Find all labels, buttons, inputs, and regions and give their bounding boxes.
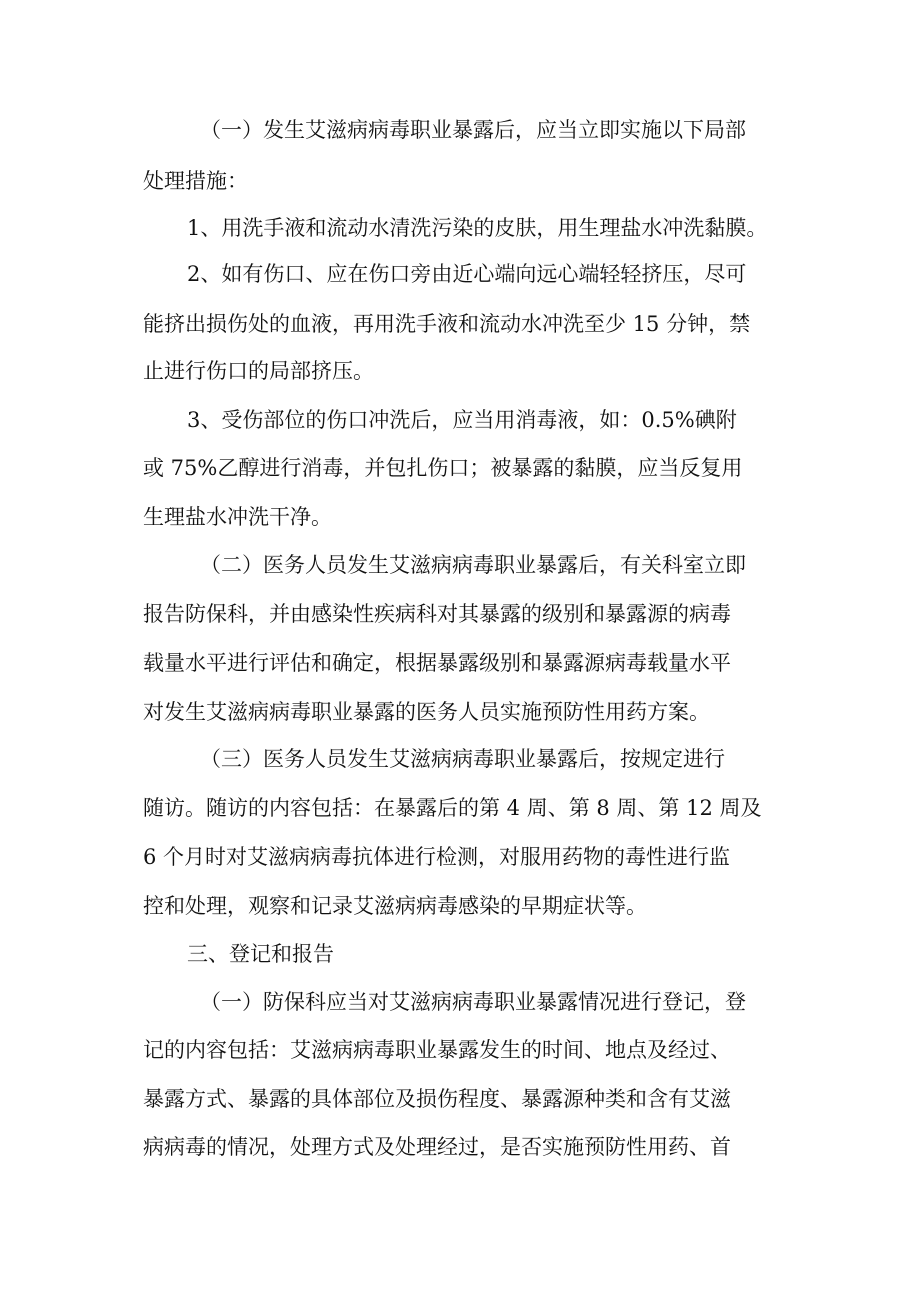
paragraph-8-line-1: （一）防保科应当对艾滋病病毒职业暴露情况进行登记，登 [200,990,746,1014]
paragraph-3-line-1: 2、如有伤口、应在伤口旁由近心端向远心端轻轻挤压，尽可 [187,262,747,286]
paragraph-6-line-1: （三）医务人员发生艾滋病病毒职业暴露后，按规定进行 [200,747,725,771]
paragraph-5-line-2: 报告防保科，并由感染性疾病科对其暴露的级别和暴露源的病毒 [143,602,731,626]
paragraph-5-line-3: 载量水平进行评估和确定，根据暴露级别和暴露源病毒载量水平 [143,651,731,675]
paragraph-5-line-1: （二）医务人员发生艾滋病病毒职业暴露后，有关科室立即 [200,553,746,577]
paragraph-3-line-2: 能挤出损伤处的血液，再用洗手液和流动水冲洗至少 15 分钟，禁 [143,312,751,336]
paragraph-4-line-1: 3、受伤部位的伤口冲洗后，应当用消毒液，如：0.5%碘附 [187,408,737,432]
paragraph-3-line-3: 止进行伤口的局部挤压。 [143,359,374,383]
paragraph-8-line-3: 暴露方式、暴露的具体部位及损伤程度、暴露源种类和含有艾滋 [143,1087,731,1111]
paragraph-1-line-1: （一）发生艾滋病病毒职业暴露后，应当立即实施以下局部 [200,118,746,142]
paragraph-8-line-4: 病病毒的情况，处理方式及处理经过，是否实施预防性用药、首 [143,1135,731,1159]
paragraph-6-line-4: 控和处理，观察和记录艾滋病病毒感染的早期症状等。 [143,894,647,918]
paragraph-6-line-2: 随访。随访的内容包括：在暴露后的第 4 周、第 8 周、第 12 周及 [143,796,762,820]
section-heading: 三、登记和报告 [187,942,334,966]
paragraph-8-line-2: 记的内容包括：艾滋病病毒职业暴露发生的时间、地点及经过、 [143,1038,731,1062]
paragraph-4-line-3: 生理盐水冲洗干净。 [143,505,332,529]
paragraph-5-line-4: 对发生艾滋病病毒职业暴露的医务人员实施预防性用药方案。 [143,700,710,724]
paragraph-6-line-3: 6 个月时对艾滋病病毒抗体进行检测，对服用药物的毒性进行监 [143,845,731,869]
paragraph-4-line-2: 或 75%乙醇进行消毒，并包扎伤口；被暴露的黏膜，应当反复用 [143,456,743,480]
paragraph-1-line-2: 处理措施： [143,169,248,193]
paragraph-2-line-1: 1、用洗手液和流动水清洗污染的皮肤，用生理盐水冲洗黏膜。 [187,216,768,240]
